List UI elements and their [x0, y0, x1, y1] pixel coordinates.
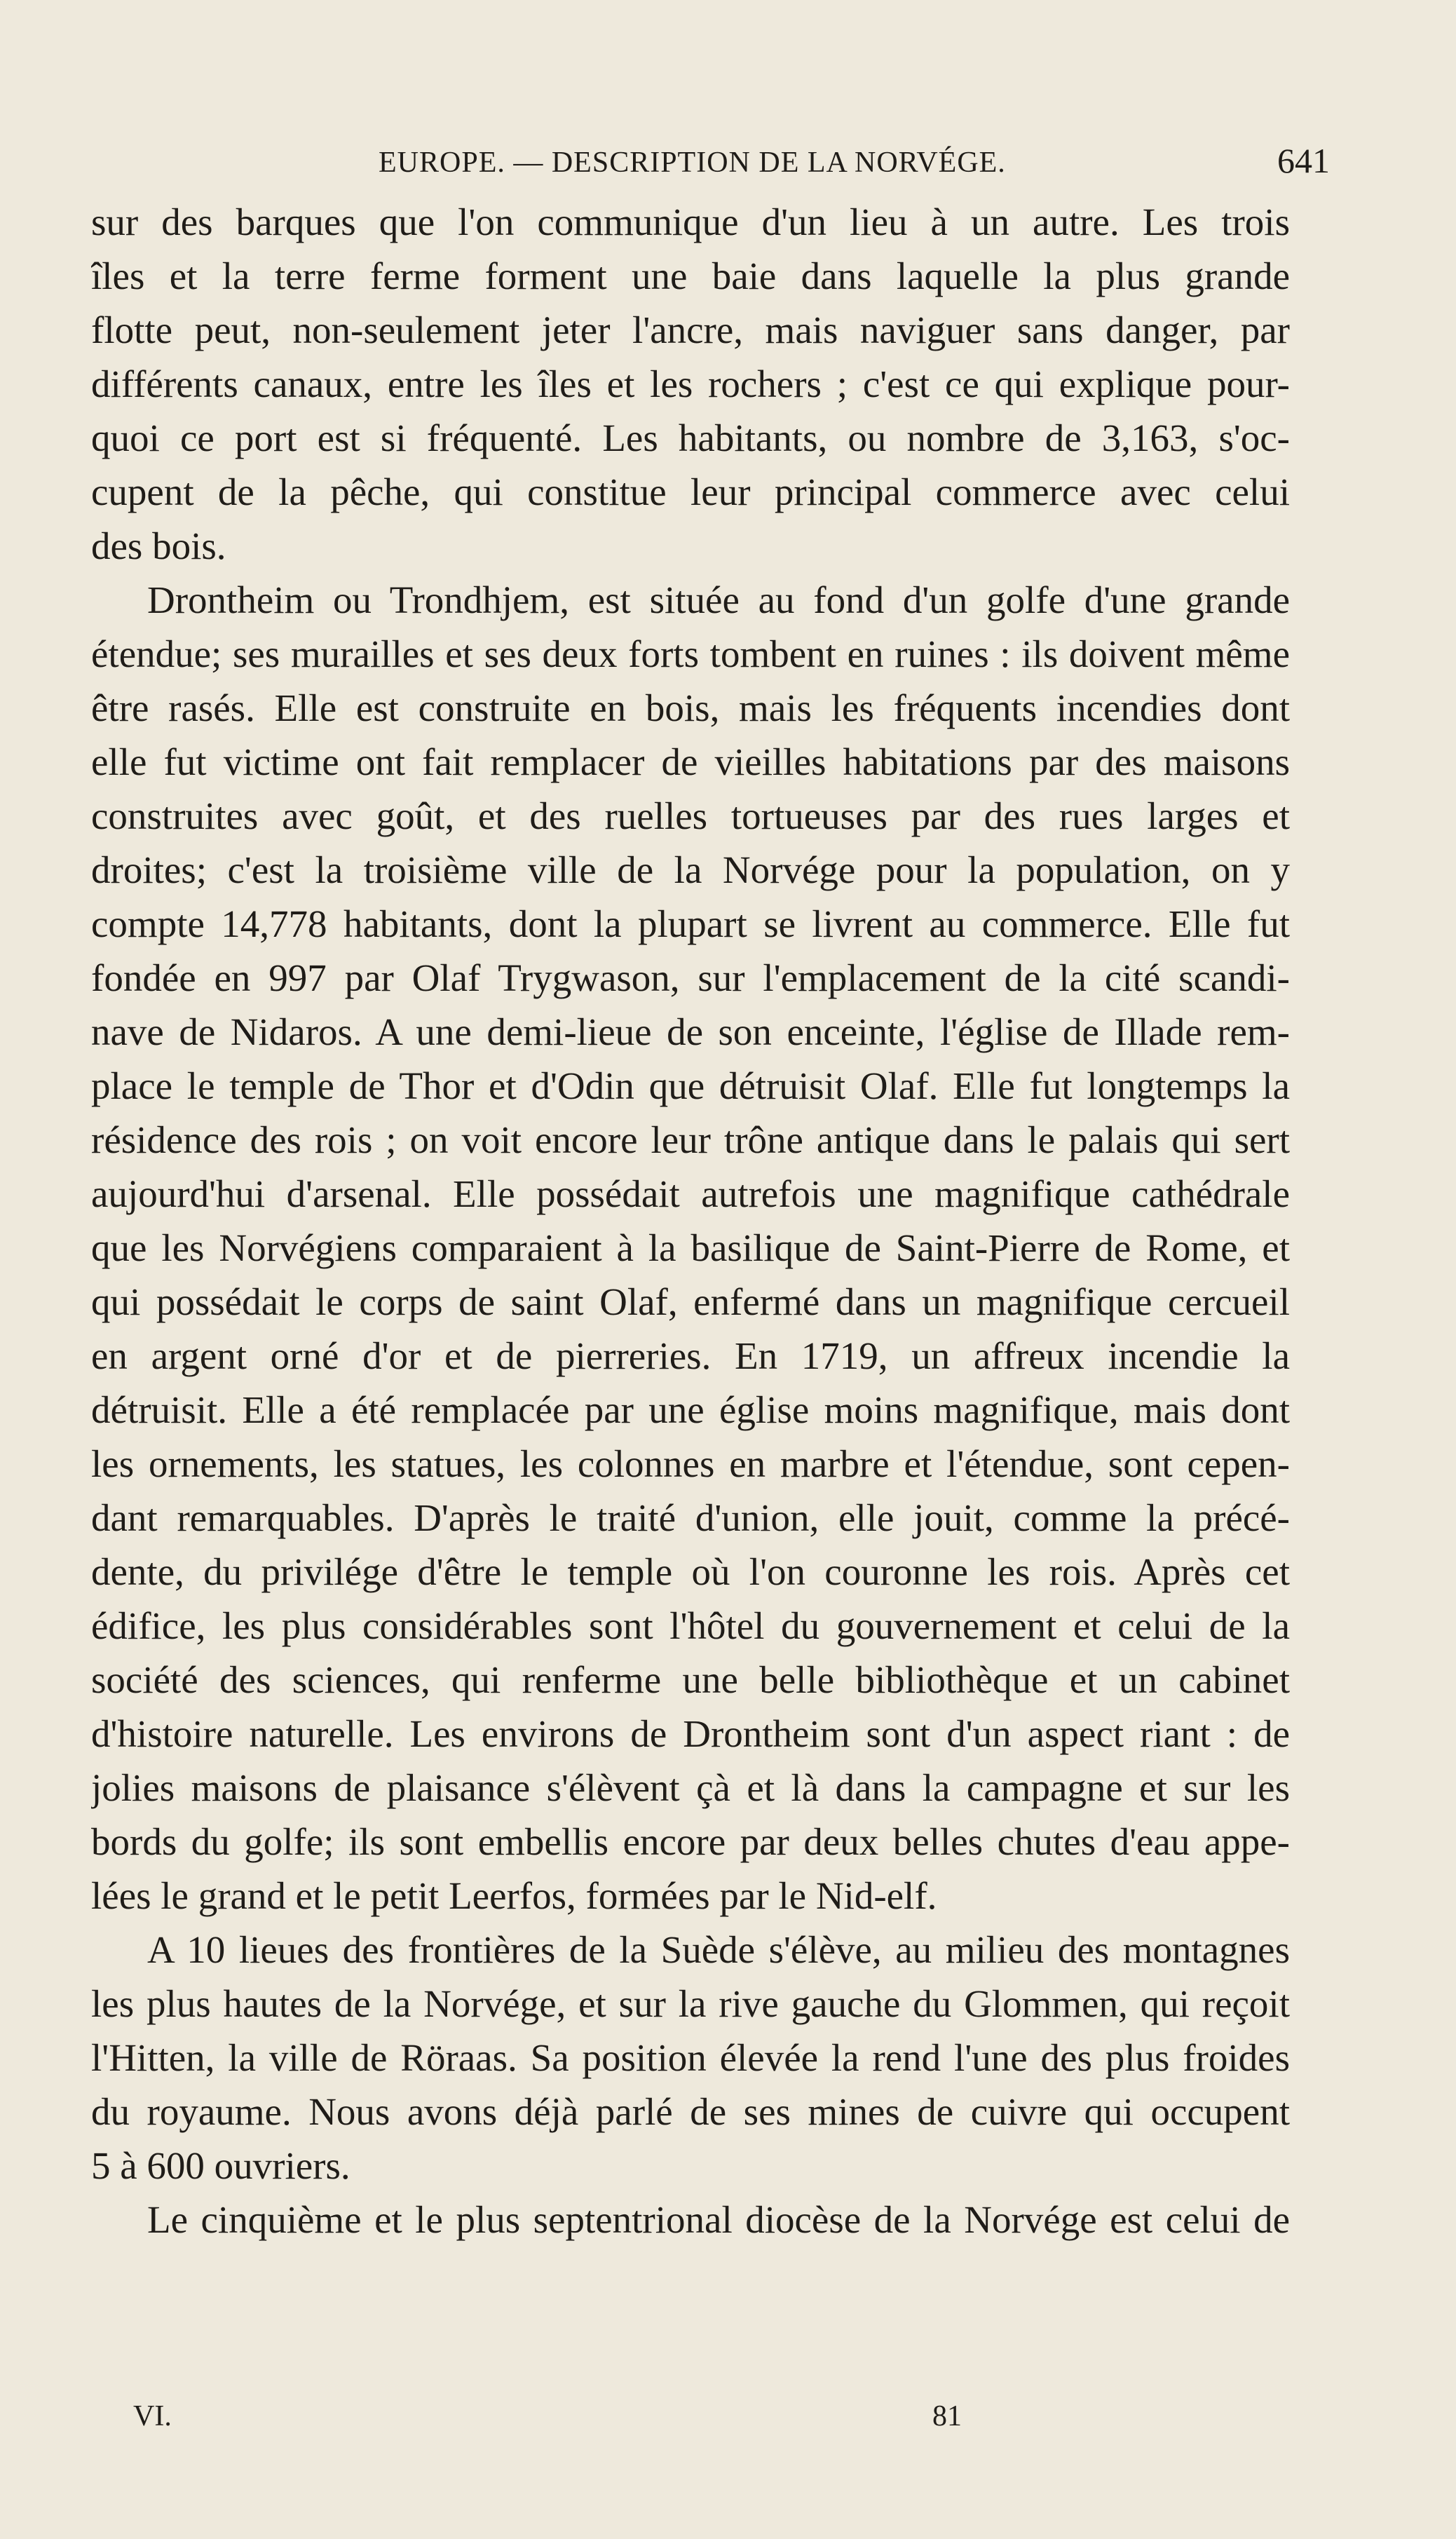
text-line: elle fut victime ont fait remplacer de vieilles habitations par des maisons	[91, 740, 1290, 783]
text-line: d'histoire naturelle. Les environs de Drontheim sont d'un aspect riant : de	[91, 1712, 1290, 1755]
text-line: dant remarquables. D'après le traité d'union, elle jouit, comme la précé-	[91, 1496, 1290, 1539]
text-line: droites; c'est la troisième ville de la Norvége pour la population, on y	[91, 848, 1290, 891]
sheet-signature: 81	[932, 2400, 962, 2432]
page-header	[91, 140, 1330, 189]
text-line: édifice, les plus considérables sont l'hôtel du gouvernement et celui de la	[91, 1604, 1290, 1647]
text-line: que les Norvégiens comparaient à la basilique de Saint-Pierre de Rome, et	[91, 1226, 1290, 1269]
text-line: les ornements, les statues, les colonnes en marbre et l'étendue, sont cepen-	[91, 1442, 1290, 1485]
text-line: étendue; ses murailles et ses deux forts tombent en ruines : ils doivent même	[91, 632, 1290, 675]
text-line: différents canaux, entre les îles et les rochers ; c'est ce qui explique pour-	[91, 363, 1290, 405]
text-line: aujourd'hui d'arsenal. Elle possédait autrefois une magnifique cathédrale	[91, 1172, 1290, 1215]
text-line: quoi ce port est si fréquenté. Les habitants, ou nombre de 3,163, s'oc-	[91, 417, 1290, 459]
text-line: compte 14,778 habitants, dont la plupart se livrent au commerce. Elle fut	[91, 902, 1290, 945]
text-line: nave de Nidaros. A une demi-lieue de son enceinte, l'église de Illade rem-	[91, 1010, 1290, 1053]
text-line: bords du golfe; ils sont embellis encore par deux belles chutes d'eau appe-	[91, 1820, 1290, 1863]
text-line: qui possédait le corps de saint Olaf, enfermé dans un magnifique cercueil	[91, 1280, 1290, 1323]
page-footer	[133, 2399, 1316, 2442]
text-line: détruisit. Elle a été remplacée par une église moins magnifique, mais dont	[91, 1388, 1290, 1431]
text-line: dente, du privilége d'être le temple où l'on couronne les rois. Après cet	[91, 1550, 1290, 1593]
text-line: lées le grand et le petit Leerfos, formées par le Nid-elf.	[91, 1874, 937, 1917]
paragraph-start-line: A 10 lieues des frontières de la Suède s'élève, au milieu des montagnes	[147, 1928, 1290, 1971]
paragraph-start-line: Le cinquième et le plus septentrional diocèse de la Norvége est celui de	[147, 2198, 1290, 2241]
volume-signature: VI.	[133, 2400, 172, 2432]
text-line: îles et la terre ferme forment une baie dans laquelle la plus grande	[91, 255, 1290, 297]
text-line: 5 à 600 ouvriers.	[91, 2144, 351, 2187]
text-line: l'Hitten, la ville de Röraas. Sa position élevée la rend l'une des plus froides	[91, 2036, 1290, 2079]
text-line: sur des barques que l'on communique d'un lieu à un autre. Les trois	[91, 201, 1290, 243]
text-line: fondée en 997 par Olaf Trygwason, sur l'emplacement de la cité scandi-	[91, 956, 1290, 999]
text-line: du royaume. Nous avons déjà parlé de ses mines de cuivre qui occupent	[91, 2090, 1290, 2133]
text-line: construites avec goût, et des ruelles tortueuses par des rues larges et	[91, 794, 1290, 837]
text-line: place le temple de Thor et d'Odin que détruisit Olaf. Elle fut longtemps la	[91, 1064, 1290, 1107]
text-line: les plus hautes de la Norvége, et sur la rive gauche du Glommen, qui reçoit	[91, 1982, 1290, 2025]
text-line: flotte peut, non-seulement jeter l'ancre, mais naviguer sans danger, par	[91, 309, 1290, 351]
page-number: 641	[1277, 141, 1330, 180]
text-line: société des sciences, qui renferme une belle bibliothèque et un cabinet	[91, 1658, 1290, 1701]
text-line: cupent de la pêche, qui constitue leur principal commerce avec celui	[91, 470, 1290, 513]
text-line: résidence des rois ; on voit encore leur trône antique dans le palais qui sert	[91, 1118, 1290, 1161]
text-line: des bois.	[91, 524, 226, 567]
text-line: jolies maisons de plaisance s'élèvent çà et là dans la campagne et sur les	[91, 1766, 1290, 1809]
text-line: être rasés. Elle est construite en bois, mais les fréquents incendies dont	[91, 686, 1290, 729]
body-text	[91, 195, 1290, 2247]
running-title: EUROPE. — DESCRIPTION DE LA NORVÉGE.	[379, 147, 1006, 179]
paragraph-start-line: Drontheim ou Trondhjem, est située au fond d'un golfe d'une grande	[147, 578, 1290, 621]
text-line: en argent orné d'or et de pierreries. En 1719, un affreux incendie la	[91, 1334, 1290, 1377]
